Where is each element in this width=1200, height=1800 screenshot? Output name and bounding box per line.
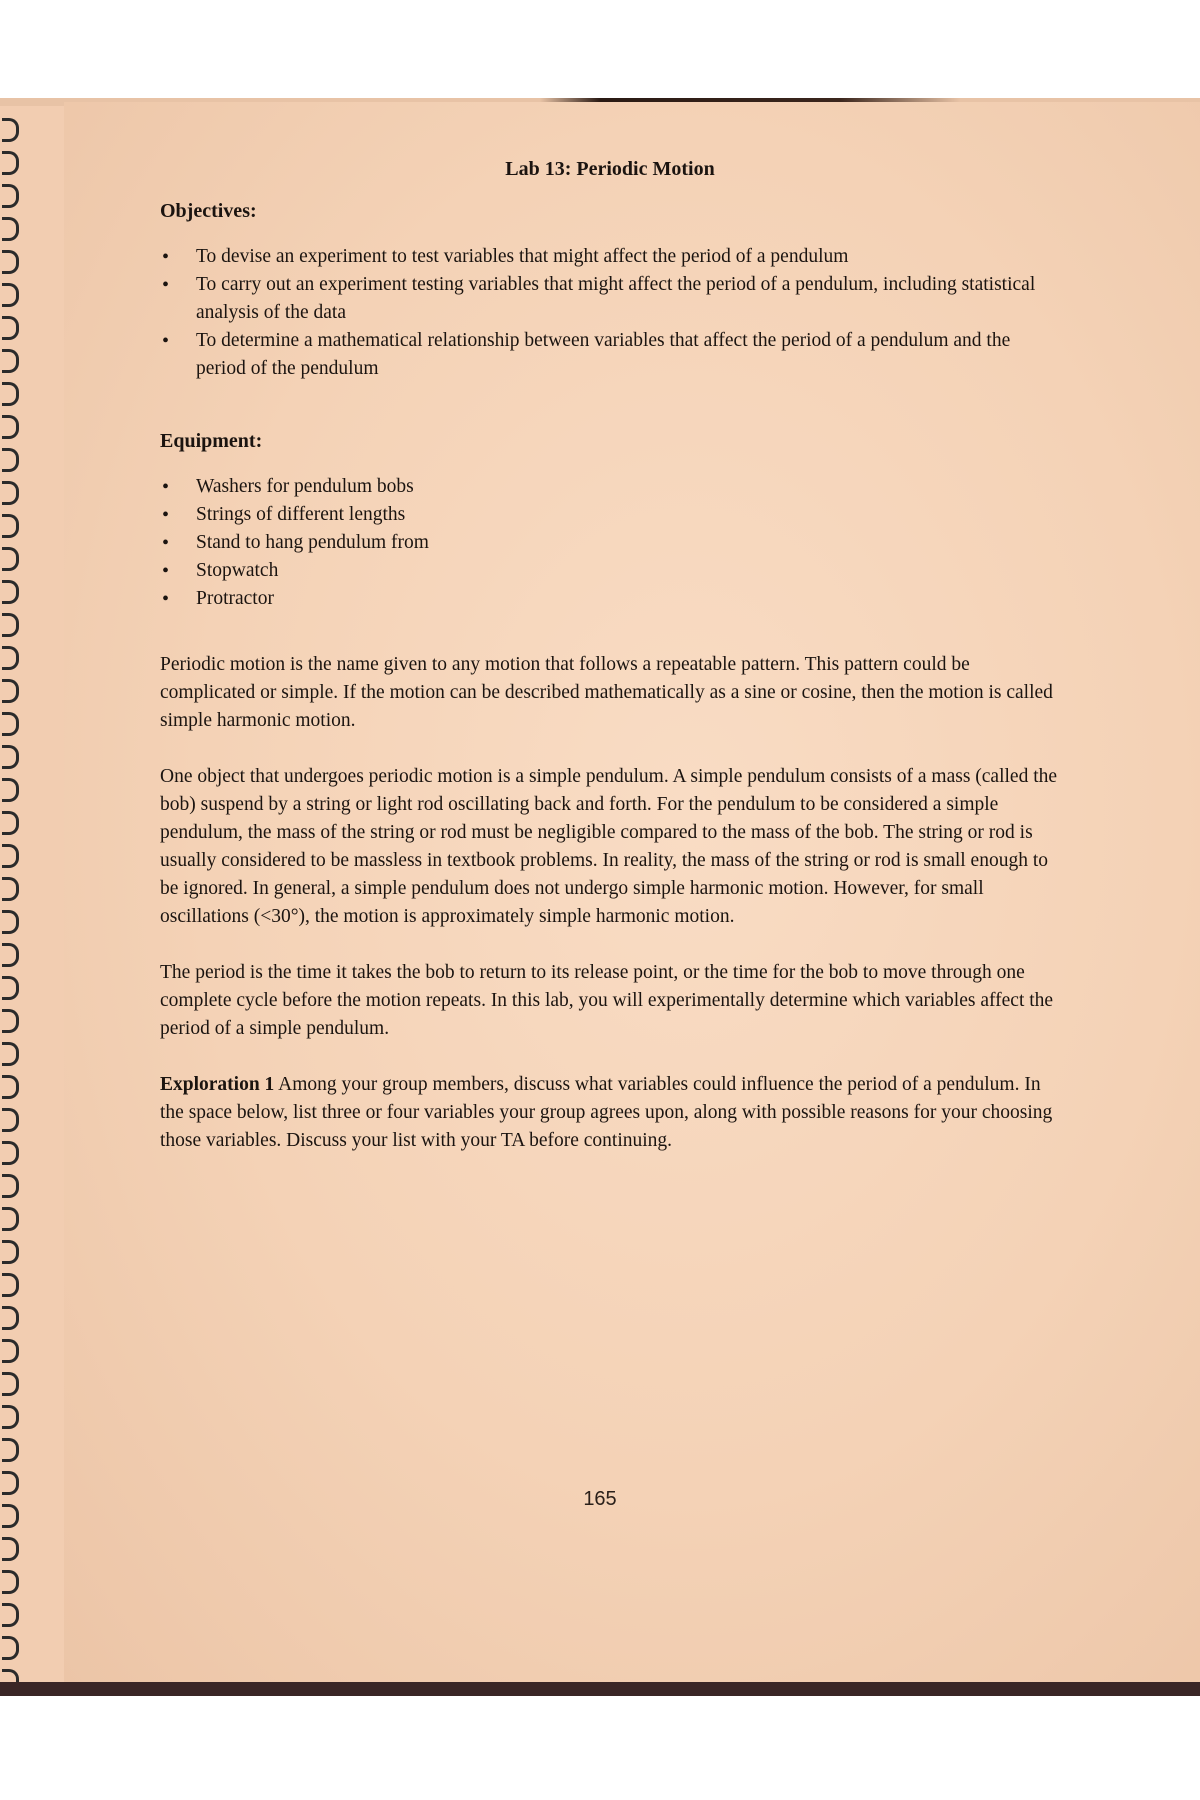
exploration-label: Exploration 1	[160, 1074, 275, 1095]
spiral-coil	[2, 1174, 19, 1198]
spiral-coil	[2, 1438, 19, 1462]
spiral-coil	[2, 712, 19, 736]
spiral-coil	[2, 1240, 19, 1264]
list-item: • To devise an experiment to test variables that might affect the period of a pendulum	[196, 243, 1060, 271]
objectives-list	[160, 243, 1060, 383]
spiral-coil	[2, 778, 19, 802]
spiral-coil	[2, 1042, 19, 1066]
spiral-coil	[2, 679, 19, 703]
spiral-coil	[2, 1570, 19, 1594]
spiral-coil	[2, 844, 19, 868]
paragraph-periodic-motion: Periodic motion is the name given to any motion that follows a repeatable pattern. This pattern could be complicated or simple. If the motion can be described mathematically as a sine or cosine, then the motion is called simple harmonic motion.	[160, 654, 1053, 731]
spiral-coil	[2, 943, 19, 967]
spiral-coil	[2, 1108, 19, 1132]
spiral-coil	[2, 1603, 19, 1627]
spiral-coil	[2, 1504, 19, 1528]
spiral-coil	[2, 1537, 19, 1561]
spiral-coil	[2, 316, 19, 340]
spiral-binding	[0, 118, 24, 1678]
page-number: 165	[583, 1488, 617, 1510]
spiral-coil	[2, 481, 19, 505]
spiral-coil	[2, 1273, 19, 1297]
exploration-text: Among your group members, discuss what variables could influence the period of a pendulum. In the space below, list three or four variables your group agrees upon, along with possible reasons for your choosing those variables. Discuss your list with your TA before continuing.	[160, 1074, 1053, 1151]
spiral-coil	[2, 1141, 19, 1165]
spiral-coil	[2, 1207, 19, 1231]
spiral-coil	[2, 1009, 19, 1033]
spiral-coil	[2, 910, 19, 934]
document-body	[160, 155, 1060, 1183]
spiral-coil	[2, 877, 19, 901]
spiral-coil	[2, 415, 19, 439]
spiral-coil	[2, 283, 19, 307]
bottom-edge	[0, 1682, 1200, 1696]
spiral-coil	[2, 1339, 19, 1363]
list-item: • Washers for pendulum bobs	[196, 473, 1060, 501]
paragraph-simple-pendulum: One object that undergoes periodic motion is a simple pendulum. A simple pendulum consists of a mass (called the bob) suspend by a string or light rod oscillating back and forth. For the pendulum to be considered a simple pendulum, the mass of the string or rod must be negligible compared to the mass of the bob. The string or rod is usually considered to be massless in textbook problems. In reality, the mass of the string or rod is small enough to be ignored. In general, a simple pendulum does not undergo simple harmonic motion. However, for small oscillations (<30°), the motion is approximately simple harmonic motion.	[160, 766, 1058, 927]
spiral-coil	[2, 118, 19, 142]
spiral-coil	[2, 448, 19, 472]
paragraph-period: The period is the time it takes the bob to return to its release point, or the time for the bob to move through one complete cycle before the motion repeats. In this lab, you will experimentally determine which variables affect the period of a simple pendulum.	[160, 962, 1054, 1039]
spiral-coil	[2, 349, 19, 373]
spiral-coil	[2, 646, 19, 670]
spiral-coil	[2, 1306, 19, 1330]
list-item: • To carry out an experiment testing variables that might affect the period of a pendulum, including statistical analysis of the data	[196, 271, 1060, 327]
spiral-coil	[2, 1636, 19, 1660]
spiral-coil	[2, 1405, 19, 1429]
spiral-coil	[2, 547, 19, 571]
spiral-coil	[2, 184, 19, 208]
spiral-coil	[2, 1471, 19, 1495]
spiral-coil	[2, 382, 19, 406]
spiral-coil	[2, 613, 19, 637]
spiral-coil	[2, 250, 19, 274]
list-item: • Protractor	[196, 585, 1060, 613]
equipment-heading: Equipment:	[160, 430, 263, 452]
spiral-coil	[2, 976, 19, 1000]
equipment-list	[160, 473, 1060, 613]
list-item: • To determine a mathematical relationship between variables that affect the period of a pendulum and the period of the pendulum	[196, 327, 1060, 383]
spiral-coil	[2, 580, 19, 604]
list-item: • Strings of different lengths	[196, 501, 1060, 529]
spiral-coil	[2, 151, 19, 175]
list-item: • Stand to hang pendulum from	[196, 529, 1060, 557]
spiral-coil	[2, 1075, 19, 1099]
spiral-coil	[2, 811, 19, 835]
objectives-heading: Objectives:	[160, 200, 257, 222]
spiral-coil	[2, 745, 19, 769]
spiral-coil	[2, 1372, 19, 1396]
page-title: Lab 13: Periodic Motion	[505, 158, 715, 180]
spiral-coil	[2, 514, 19, 538]
paragraph-exploration	[160, 1071, 1060, 1155]
list-item: • Stopwatch	[196, 557, 1060, 585]
spiral-coil	[2, 217, 19, 241]
